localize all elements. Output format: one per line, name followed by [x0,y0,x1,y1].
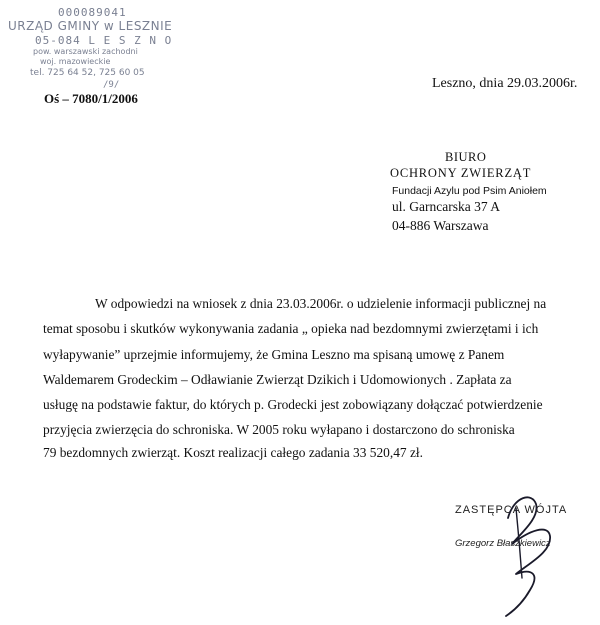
signature-title: ZASTĘPCA WÓJTA [455,504,568,516]
place-date: Leszno, dnia 29.03.2006r. [432,76,578,91]
signature-name: Grzegorz Błaszkiewicz [455,538,551,549]
stamp-voivodeship: woj. mazowieckie [40,57,111,66]
recipient-line-5: 04-886 Warszawa [392,218,489,233]
reference-number: Oś – 7080/1/2006 [44,91,138,106]
body-line: przyjęcia zwierzęcia do schroniska. W 2005 roku wyłapano i dostarczono do schroniska [43,422,515,437]
body-line: 79 bezdomnych zwierząt. Koszt realizacji całego zadania 33 520,47 zł. [43,445,423,460]
body-line: wyłapywanie” uprzejmie informujemy, że Gmina Leszno ma spisaną umowę z Panem [43,347,505,362]
body-line: W odpowiedzi na wniosek z dnia 23.03.2006r. o udzielenie informacji publicznej na [95,296,547,311]
stamp-office-name: URZĄD GMINY w LESZNIE [8,19,173,33]
stamp-postal-code: 05-084 L E S Z N O [35,34,173,47]
stamp-powiat: pow. warszawski zachodni [33,47,138,56]
stamp-slash-mark: /9/ [103,80,120,90]
body-line: usługę na podstawie faktur, do których p. Grodecki jest zobowiązany dołączać potwierdzenie [43,397,543,412]
recipient-line-3: Fundacji Azylu pod Psim Aniołem [392,185,547,197]
stamp-number: 000089041 [58,6,127,19]
handwritten-signature [470,478,580,618]
body-line: temat sposobu i skutków wykonywania zadania „ opieka nad bezdomnymi zwierzętami i ich [43,321,539,336]
stamp-phone: tel. 725 64 52, 725 60 05 [30,68,145,78]
body-line: Waldemarem Grodeckim – Odławianie Zwierząt Dzikich i Udomowionych . Zapłata za [43,372,512,387]
recipient-line-4: ul. Garncarska 37 A [392,199,500,214]
recipient-line-2: OCHRONY ZWIERZĄT [390,166,532,180]
recipient-line-1: BIURO [445,150,487,164]
